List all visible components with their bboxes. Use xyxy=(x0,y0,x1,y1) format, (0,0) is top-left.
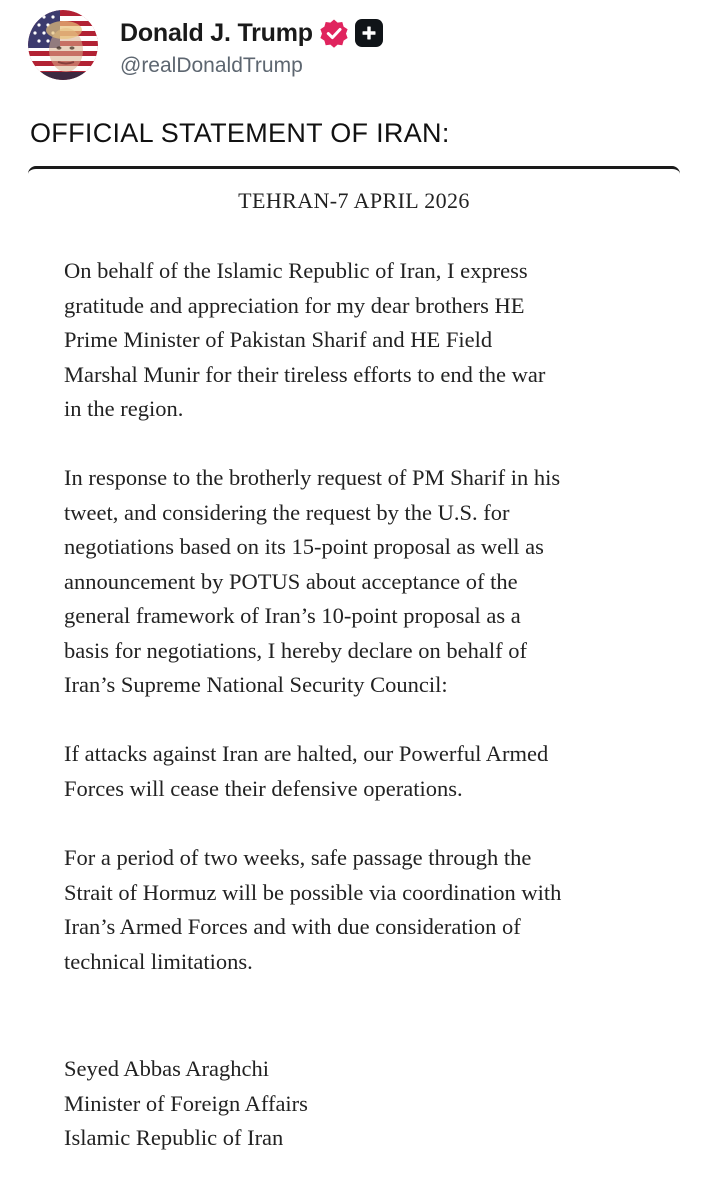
paragraph-line: announcement by POTUS about acceptance of the xyxy=(64,568,518,594)
paragraph-line: Strait of Hormuz will be possible via coordination with xyxy=(64,879,562,905)
paragraph-line: gratitude and appreciation for my dear brothers HE xyxy=(64,292,525,318)
paragraph-line: tweet, and considering the request by the U.S. for xyxy=(64,499,510,525)
paragraph-line: general framework of Iran’s 10-point proposal as a xyxy=(64,603,521,628)
paragraph-line: Iran’s Armed Forces and with due consideration of xyxy=(64,914,521,939)
signatory-title: Minister of Foreign Affairs xyxy=(64,1090,308,1116)
paragraph-4 xyxy=(64,841,664,979)
signature-block xyxy=(64,1052,308,1156)
image-top-edge xyxy=(28,166,680,174)
paragraph-2 xyxy=(64,461,664,703)
paragraph-line: For a period of two weeks, safe passage through the xyxy=(64,845,532,870)
paragraph-1 xyxy=(64,254,664,427)
attached-image[interactable] xyxy=(28,166,680,1199)
paragraph-line: in the region. xyxy=(64,396,184,421)
plus-icon xyxy=(361,25,377,41)
document-dateline: TEHRAN-7 APRIL 2026 xyxy=(238,188,470,213)
paragraph-line: In response to the brotherly request of PM Sharif in his xyxy=(64,465,561,490)
display-name-row xyxy=(120,16,383,50)
paragraph-line: negotiations based on its 15-point proposal as well as xyxy=(64,534,544,559)
paragraph-line: If attacks against Iran are halted, our Powerful Armed xyxy=(64,741,549,766)
display-name[interactable]: Donald J. Trump xyxy=(120,18,313,47)
post-header xyxy=(28,10,688,84)
post-text: OFFICIAL STATEMENT OF IRAN: xyxy=(30,118,450,148)
signatory-country: Islamic Republic of Iran xyxy=(64,1125,284,1150)
profile-avatar[interactable] xyxy=(28,10,98,80)
paragraph-line: technical limitations. xyxy=(64,948,253,974)
plus-badge-icon[interactable] xyxy=(355,19,383,47)
avatar-image xyxy=(28,10,98,80)
paragraph-line: Iran’s Supreme National Security Council: xyxy=(64,672,448,697)
verified-badge-icon xyxy=(319,18,349,48)
user-handle[interactable]: @realDonaldTrump xyxy=(120,54,303,77)
paragraph-3 xyxy=(64,737,664,806)
paragraph-line: Forces will cease their defensive operations. xyxy=(64,775,463,801)
paragraph-line: Prime Minister of Pakistan Sharif and HE Field xyxy=(64,327,493,352)
paragraph-line: basis for negotiations, I hereby declare on behalf of xyxy=(64,637,527,663)
signatory-name: Seyed Abbas Araghchi xyxy=(64,1056,269,1081)
paragraph-line: Marshal Munir for their tireless efforts to end the war xyxy=(64,361,546,387)
paragraph-line: On behalf of the Islamic Republic of Iran, I express xyxy=(64,258,528,283)
